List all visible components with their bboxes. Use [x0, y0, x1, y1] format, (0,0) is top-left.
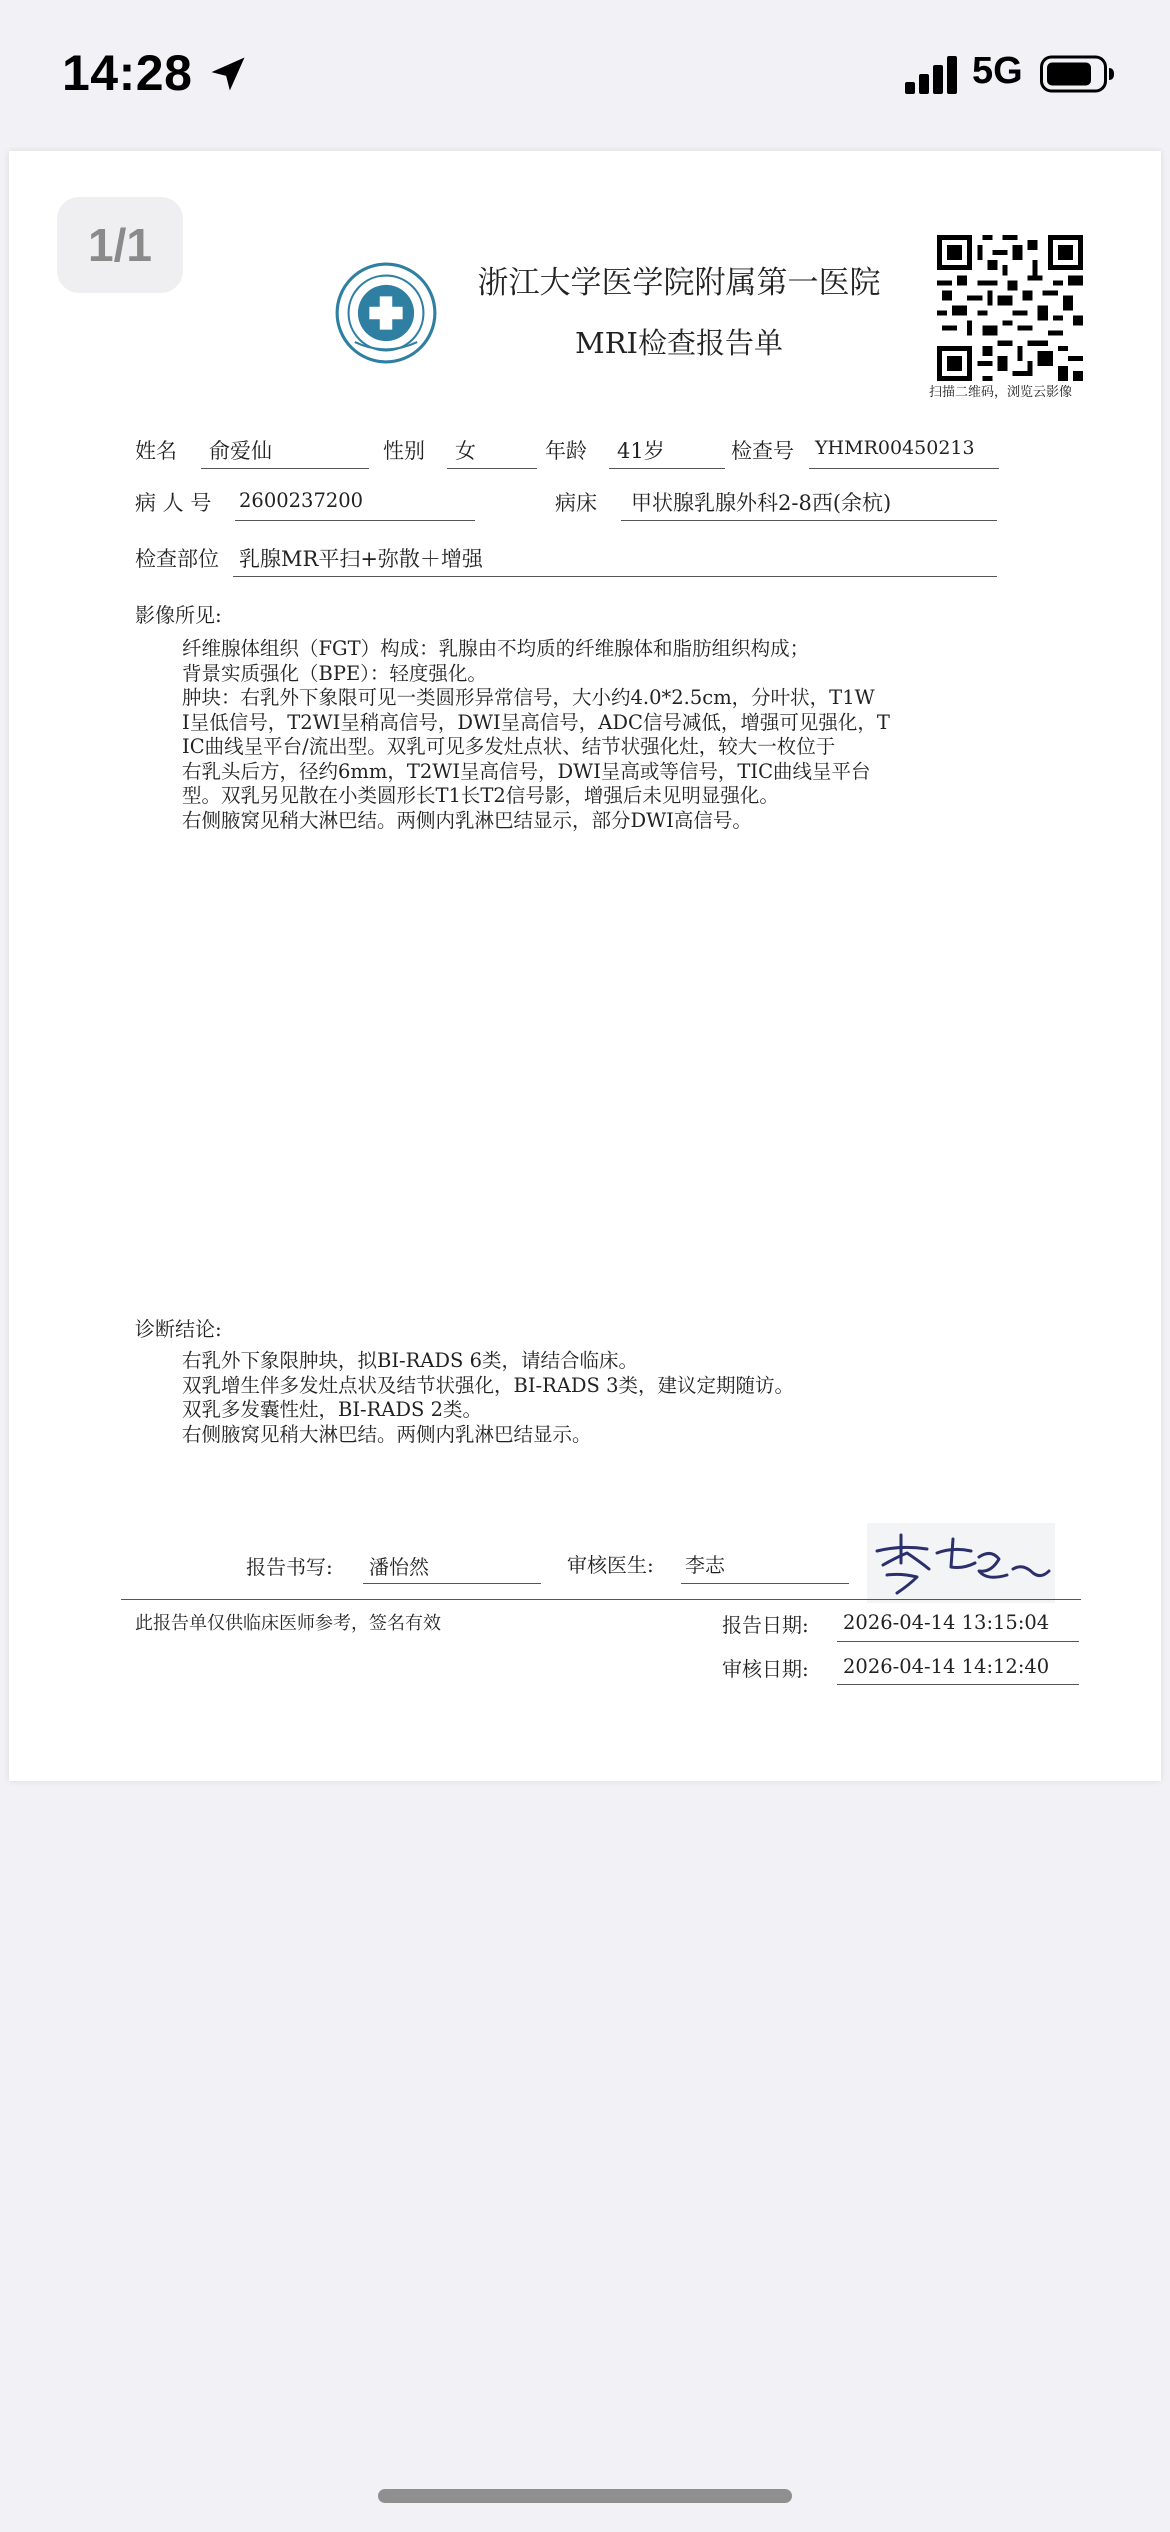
signature-image — [867, 1523, 1055, 1603]
findings-line: 右乳头后方，径约6mm，T2WI呈高信号，DWI呈高或等信号，TIC曲线呈平台 — [182, 759, 871, 783]
conclusion-text — [182, 1349, 794, 1447]
exam-site-underline — [233, 576, 997, 577]
findings-line: 背景实质强化（BPE）：轻度强化。 — [182, 661, 487, 685]
exam-no-value: YHMR00450213 — [815, 437, 975, 459]
findings-line: 右侧腋窝见稍大淋巴结。两侧内乳淋巴结显示，部分DWI高信号。 — [182, 808, 752, 832]
report-date-label: 报告日期: — [722, 1613, 809, 1637]
patient-no-value: 2600237200 — [239, 489, 364, 512]
qr-caption: 扫描二维码，浏览云影像 — [929, 385, 1073, 400]
exam-no-label: 检查号 — [731, 439, 794, 463]
findings-heading: 影像所见: — [135, 603, 222, 627]
findings-line: 纤维腺体组织（FGT）构成：乳腺由不均质的纤维腺体和脂肪组织构成； — [182, 637, 810, 660]
findings-line: 肿块：右乳外下象限可见一类圆形异常信号，大小约4.0*2.5cm，分叶状，T1W — [182, 686, 875, 709]
exam-no-underline — [809, 468, 999, 469]
report-page[interactable] — [9, 151, 1161, 1781]
review-date-underline — [837, 1684, 1079, 1685]
conclusion-line: 双乳多发囊性灶，BI-RADS 2类。 — [182, 1398, 482, 1421]
exam-site-value: 乳腺MR平扫+弥散＋增强 — [239, 547, 483, 571]
gender-underline — [447, 468, 537, 469]
network-type: 5G — [972, 50, 1023, 92]
gender-value: 女 — [455, 439, 476, 463]
findings-line: IC曲线呈平台/流出型。双乳可见多发灶点状、结节状强化灶，较大一枚位于 — [182, 735, 836, 758]
conclusion-line: 右侧腋窝见稍大淋巴结。两侧内乳淋巴结显示。 — [182, 1422, 592, 1446]
reviewer-value: 李志 — [685, 1553, 725, 1577]
findings-line: 型。双乳另见散在小类圆形长T1长T2信号影，增强后未见明显强化。 — [182, 784, 779, 807]
findings-line: I呈低信号，T2WI呈稍高信号，DWI呈高信号，ADC信号减低，增强可见强化，T — [182, 710, 890, 734]
conclusion-line: 双乳增生伴多发灶点状及结节状强化，BI-RADS 3类，建议定期随访。 — [182, 1373, 794, 1397]
footer-divider — [121, 1599, 1081, 1600]
name-label: 姓名 — [135, 439, 177, 463]
conclusion-heading: 诊断结论: — [135, 1317, 222, 1341]
conclusion-line: 右乳外下象限肿块，拟BI-RADS 6类，请结合临床。 — [182, 1349, 638, 1372]
writer-underline — [363, 1583, 541, 1584]
location-arrow-icon — [206, 52, 250, 96]
bed-label: 病床 — [555, 491, 597, 515]
bed-value: 甲状腺乳腺外科2-8西(余杭) — [631, 491, 892, 515]
age-label: 年龄 — [545, 439, 587, 463]
review-date-label: 审核日期: — [722, 1657, 809, 1681]
report-title: MRI检查报告单 — [575, 326, 783, 360]
age-value: 41岁 — [617, 439, 665, 463]
patient-no-label: 病 人 号 — [135, 491, 212, 515]
qr-code-icon[interactable] — [937, 235, 1083, 381]
home-indicator[interactable] — [378, 2489, 792, 2503]
findings-text — [182, 637, 890, 833]
hospital-logo-icon — [334, 261, 438, 365]
disclaimer-text: 此报告单仅供临床医师参考，签名有效 — [135, 1613, 441, 1634]
hospital-name: 浙江大学医学院附属第一医院 — [477, 265, 881, 301]
review-date-value: 2026-04-14 14:12:40 — [843, 1655, 1050, 1678]
patient-no-underline — [235, 520, 475, 521]
writer-value: 潘怡然 — [369, 1555, 429, 1579]
gender-label: 性别 — [383, 439, 425, 463]
page-indicator: 1/1 — [57, 197, 183, 293]
reviewer-underline — [681, 1583, 849, 1584]
writer-label: 报告书写: — [246, 1555, 333, 1579]
report-date-value: 2026-04-14 13:15:04 — [843, 1611, 1050, 1634]
exam-site-label: 检查部位 — [135, 547, 219, 571]
age-underline — [609, 468, 725, 469]
bed-underline — [621, 520, 997, 521]
status-time: 14:28 — [62, 45, 193, 101]
name-underline — [201, 468, 369, 469]
reviewer-label: 审核医生: — [567, 1553, 654, 1577]
battery-icon — [1040, 54, 1116, 94]
report-date-underline — [837, 1641, 1079, 1642]
cellular-signal-icon — [905, 54, 959, 94]
status-bar — [0, 0, 1170, 150]
name-value: 俞爱仙 — [209, 439, 272, 463]
